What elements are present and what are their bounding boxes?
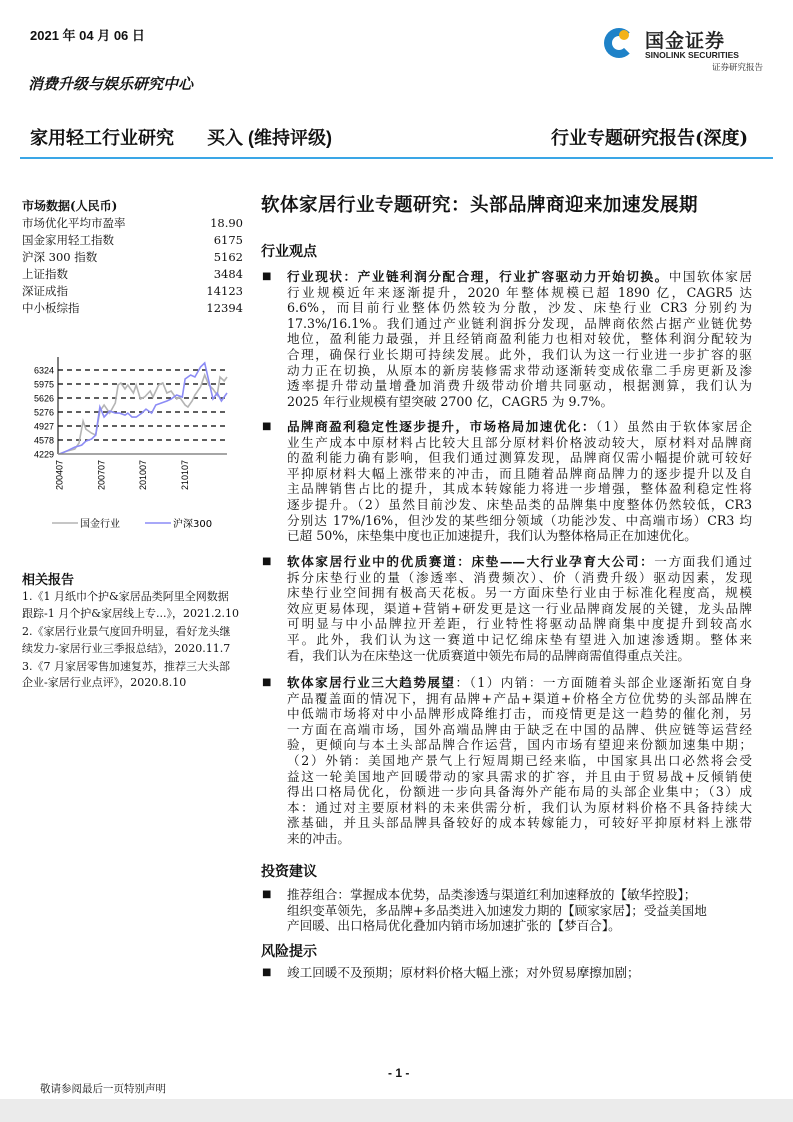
invest-paragraph: [262, 887, 752, 934]
market-row: [22, 249, 243, 266]
market-value: 6175: [213, 233, 243, 247]
paragraph-line: 主品牌销售占比的提升，其成本转嫁能力将进一步增强，整体盈利稳定性将: [287, 481, 752, 497]
paragraph-line: 逐步提升。（2）虽然目前沙发、床垫品类的品牌集中度整体仍然较低，CR3: [287, 496, 752, 512]
paragraph-line: 行业规模近年来逐渐提升，2020 年整体规模已超 1890 亿，CAGR5 达: [287, 284, 752, 300]
y-tick-label: 5276: [33, 407, 54, 418]
paragraph-line: 透率提升带动量增叠加消费升级带动价增共同驱动，根据测算，我们认为: [287, 378, 752, 394]
paragraph-lead: 软体家居行业中的优质赛道：床垫——大行业孕育大公司：: [287, 554, 655, 569]
market-label: 市场优化平均市盈率: [22, 216, 126, 230]
risk-line: 竣工回暖不及预期；原材料价格大幅上涨；对外贸易摩擦加剧；: [287, 965, 640, 980]
logo-en: SINOLINK SECURITIES: [645, 50, 739, 60]
y-tick-label: 5975: [33, 379, 54, 390]
x-tick-label: 201007: [138, 460, 149, 491]
market-row: [22, 232, 243, 249]
y-tick-label: 4927: [33, 421, 54, 432]
y-tick-label: 4578: [33, 435, 54, 446]
legend-label: 国金行业: [80, 519, 120, 530]
risk-paragraph: [262, 965, 752, 981]
research-center: 消费升级与娱乐研究中心: [28, 75, 194, 93]
paragraph-text: 中国软体家居: [668, 269, 753, 284]
logo-dot-icon: [619, 30, 629, 40]
bullet-icon: ■: [262, 967, 272, 978]
paragraph-lead: 行业现状：产业链利润分配合理，行业扩容驱动力开始切换。: [287, 269, 669, 284]
invest-line: 推荐组合：掌握成本优势，品类渗透与渠道红利加速释放的【敏华控股】；: [287, 887, 697, 902]
paragraph-line: 验，更倾向与本土头部品牌合作运营，国内市场有望迎来份额加速集中期；: [287, 737, 752, 753]
market-value: 5162: [213, 250, 243, 264]
y-tick-label: 6324: [33, 365, 54, 376]
related-report-line[interactable]: 企业-家居行业点评》，2020.8.10: [22, 676, 187, 689]
paragraph-line: 分别达 17%/16%，但沙发的某些细分领域（功能沙发、中高端市场）CR3 均: [287, 512, 752, 528]
paragraph-line: 拆分床垫行业的量（渗透率、消费频次）、价（消费升级）驱动因素，发现: [287, 569, 752, 585]
paragraph-line: 的盈利能力确有影响，但我们通过测算发现，品牌商仅需小幅提价就可较好: [287, 450, 752, 466]
paragraph-line: 合理，确保行业长期可持续发展。此外，我们认为这一行业进一步扩容的驱: [287, 346, 752, 362]
y-tick-label: 4229: [33, 449, 54, 460]
paragraph-line: 动力正在切换，从原本的新房装修需求带动逐渐转变成依靠二手房更新及渗: [287, 362, 752, 378]
paragraph-line: [287, 675, 752, 691]
market-label: 深证成指: [22, 284, 68, 298]
market-row: [22, 266, 243, 283]
paragraph-lead: 品牌商盈利稳定性逐步提升，市场格局加速优化：: [287, 419, 596, 434]
invest-heading: 投资建议: [261, 864, 317, 880]
market-value: 3484: [213, 267, 243, 281]
report-title: 软体家居行业专题研究：头部品牌商迎来加速发展期: [261, 195, 699, 216]
paragraph-line: 6.6%，而目前行业整体仍然较为分散，沙发、床垫行业 CR3 分别约为: [287, 300, 752, 316]
related-reports-title: 相关报告: [22, 573, 75, 588]
risk-heading: 风险提示: [261, 944, 317, 960]
paragraph-line: 得出口格局优化，份额进一步向具备海外产能布局的头部企业集中；（3）成: [287, 784, 752, 800]
paragraph-line: 2025 年行业规模有望突破 2700 亿，CAGR5 为 9.7%。: [287, 393, 614, 409]
related-report-line[interactable]: 3.《7 月家居零售加速复苏，推荐三大头部: [22, 660, 230, 673]
market-label: 国金家用轻工指数: [22, 233, 114, 247]
paragraph-line: 业生产成本中原材料占比较大且部分原材料价格波动较大，原材料对品牌商: [287, 434, 752, 450]
paragraph-line: 中低端市场将对中小品牌形成降维打击，而疫情更是这一趋势的催化剂，另: [287, 706, 752, 722]
market-data-title: 市场数据(人民币): [22, 199, 118, 213]
bullet-icon: ■: [262, 556, 272, 567]
paragraph-text: ：（1）内销：一方面随着头部企业逐渐拓宽自身: [455, 675, 752, 690]
market-label: 中小板综指: [22, 301, 80, 315]
x-tick-label: 200407: [54, 460, 65, 491]
viewpoint-paragraph: [262, 269, 752, 409]
paragraph-text: （1）虽然由于软体家居企: [595, 419, 752, 434]
viewpoint-paragraph: [262, 675, 752, 847]
market-label: 上证指数: [22, 267, 68, 281]
x-tick-label: 210107: [180, 460, 191, 491]
sinolink-logo: [604, 26, 764, 78]
report-type: 行业专题研究报告(深度): [550, 128, 748, 149]
header-divider: [20, 157, 773, 159]
paragraph-text: 一方面我们通过: [654, 554, 752, 569]
market-value: 12394: [206, 301, 243, 315]
invest-line: 产回暖、出口格局优化叠加内销市场加速扩张的【梦百合】。: [287, 918, 621, 934]
index-chart: [15, 350, 240, 540]
paragraph-line: 平抑原材料大幅上涨带来的冲击，而且随着品牌商品牌力的逐步提升以及自: [287, 465, 752, 481]
industry-label: 家用轻工行业研究: [30, 128, 174, 148]
legend-label: 沪深300: [173, 519, 213, 530]
market-label: 沪深 300 指数: [22, 250, 98, 264]
report-date: 2021 年 04 月 06 日: [30, 28, 145, 43]
page-bottom-band: [0, 1099, 793, 1122]
viewpoint-paragraph: [262, 419, 752, 544]
paragraph-line: 17.3%/16.1%。我们通过产业链利润拆分发现，品牌商依然占据产业链优势: [287, 315, 752, 331]
paragraph-line: 已超 50%，床垫集中度也正加速提升，我们认为整体格局正在加速优化。: [287, 528, 697, 544]
paragraph-line: 来的冲击。: [287, 830, 350, 846]
viewpoint-paragraph: [262, 554, 752, 663]
y-tick-label: 5626: [33, 393, 54, 404]
market-value: 18.90: [210, 216, 243, 230]
paragraph-line: 可明显与中小品牌拉开差距，行业特性将驱动品牌商集中度提升到较高水: [287, 616, 752, 632]
paragraph-line: 床垫行业空间拥有极高天花板。另一方面床垫行业由于标准化程度高，规模: [287, 585, 752, 601]
market-value: 14123: [206, 284, 243, 298]
paragraph-line: 地位，盈利能力最强，并且经销商盈利能力也相对较优，整体利润分配较为: [287, 331, 752, 347]
paragraph-line: 看，我们认为在床垫这一优质赛道中领先布局的品牌商需值得重点关注。: [287, 647, 690, 663]
invest-line: 组织变革领先，多品牌+多品类进入加速发力期的【顾家家居】；受益美国地: [287, 902, 707, 918]
market-row: [22, 300, 243, 317]
paragraph-line: 产品覆盖面的情况下，拥有品牌+产品+渠道+价格全方位优势的头部品牌在: [287, 690, 752, 706]
related-report-line[interactable]: 跟踪-1 月个护&家居线上专...》，2021.2.10: [22, 607, 239, 620]
related-report-line[interactable]: 1.《1 月纸巾个护&家居品类阿里全网数据: [22, 590, 229, 603]
paragraph-line: [287, 554, 752, 570]
page-number: - 1 -: [388, 1066, 410, 1080]
paragraph-line: 益这一轮美国地产回暖带动的家具需求的扩容，并且由于贸易战+反倾销使: [287, 768, 752, 784]
paragraph-line: [287, 269, 752, 285]
disclaimer-note: 敬请参阅最后一页特别声明: [40, 1083, 166, 1095]
bullet-icon: ■: [262, 271, 272, 282]
paragraph-line: [287, 419, 752, 435]
paragraph-line: 平。此外，我们认为这一赛道中记忆绵床垫有望进入加速渗透期。整体来: [287, 631, 752, 647]
paragraph-line: 效应更易体现，渠道+营销+研发更是这一行业品牌商发展的关键，龙头品牌: [287, 600, 752, 616]
bullet-icon: ■: [262, 677, 272, 688]
paragraph-lead: 软体家居行业三大趋势展望: [287, 675, 456, 690]
paragraph-line: 涨基础，并且头部品牌具备较好的成本转嫁能力，可较好平抑原材料上涨带: [287, 815, 752, 831]
related-report-line[interactable]: 2.《家居行业景气度回升明显，看好龙头继: [22, 625, 231, 638]
paragraph-line: 本：通过对主要原材料的未来供需分析，我们认为原材料价格不具备持续大: [287, 799, 752, 815]
paragraph-line: 一方面在高端市场，国外高端品牌由于缺乏在中国的品牌、供应链等运营经: [287, 721, 752, 737]
view-heading: 行业观点: [261, 244, 317, 260]
rating-label: 买入 (维持评级): [207, 128, 332, 148]
logo-sub: 证券研究报告: [712, 62, 764, 72]
x-tick-label: 200707: [96, 460, 107, 491]
bullet-icon: ■: [262, 889, 272, 900]
market-row: [22, 283, 243, 300]
paragraph-line: （2）外销：美国地产景气上行短周期已经来临，中国家具出口必然将会受: [287, 752, 752, 768]
market-row: [22, 215, 243, 232]
bullet-icon: ■: [262, 421, 272, 432]
logo-cn: 国金证券: [645, 31, 726, 52]
related-report-line[interactable]: 续发力-家居行业三季报总结》，2020.11.7: [22, 642, 231, 655]
